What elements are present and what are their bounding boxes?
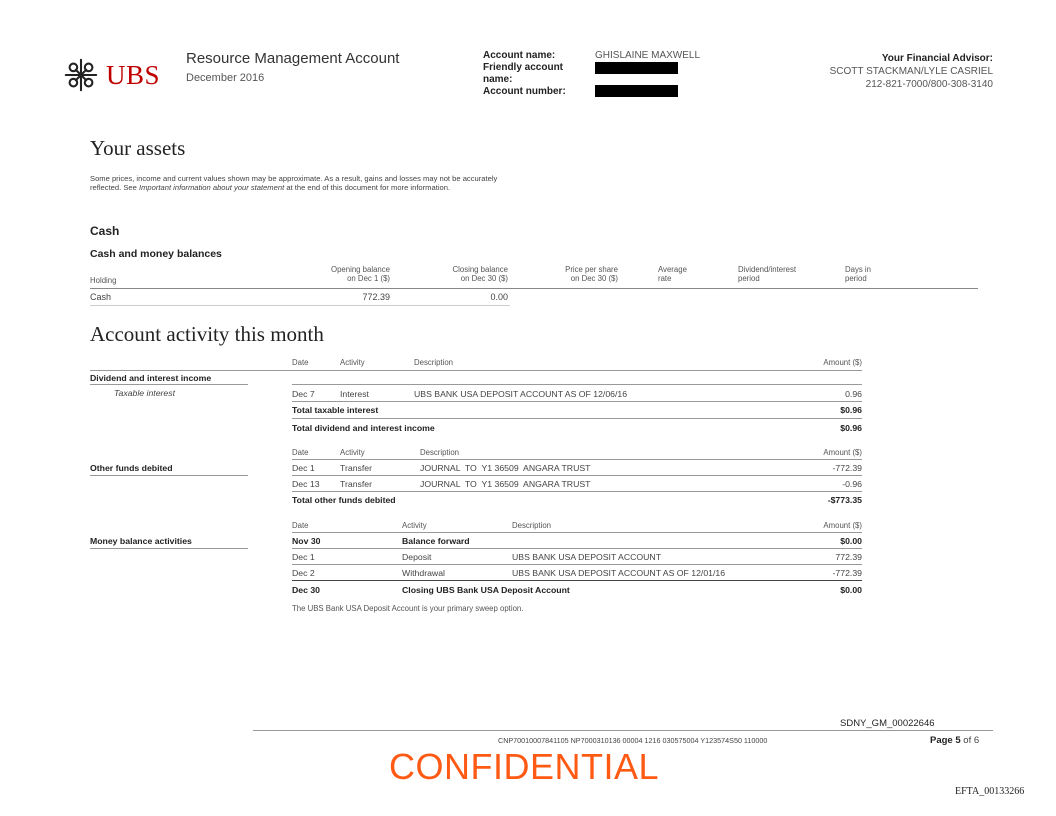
table-divider xyxy=(292,459,862,460)
total-taxable-amount: $0.96 xyxy=(840,405,862,415)
row-description: JOURNAL TO Y1 36509 ANGARA TRUST xyxy=(420,463,591,473)
page-number: 5 xyxy=(955,735,961,746)
activity-title: Account activity this month xyxy=(90,322,324,346)
col-opening-line2: on Dec 1 ($) xyxy=(347,274,390,283)
row-activity: Balance forward xyxy=(402,536,470,546)
total-other-funds-label: Total other funds debited xyxy=(292,495,396,505)
redaction-box xyxy=(595,62,678,74)
row-date: Dec 2 xyxy=(292,568,315,578)
col-average-line1: Average xyxy=(658,265,687,274)
col-days-line1: Days in xyxy=(845,265,871,274)
brand-name: UBS xyxy=(106,59,161,90)
table-divider xyxy=(90,370,862,371)
account-name-label: Account name: xyxy=(483,50,556,61)
col-description: Description xyxy=(414,358,453,367)
row-divider xyxy=(292,548,862,549)
col-activity: Activity xyxy=(340,358,365,367)
total-other-funds-amount: -$773.35 xyxy=(827,495,862,505)
col-description: Description xyxy=(512,521,551,530)
row-description: UBS BANK USA DEPOSIT ACCOUNT xyxy=(512,552,662,562)
row-divider xyxy=(90,305,510,306)
col-opening xyxy=(300,265,390,283)
cash-subheading: Cash and money balances xyxy=(90,248,222,260)
col-closing-line2: on Dec 30 ($) xyxy=(460,274,508,283)
col-closing-line1: Closing balance xyxy=(452,265,508,274)
row-amount: -772.39 xyxy=(832,463,862,473)
account-number-label: Account number: xyxy=(483,86,566,97)
row-amount: 0.96 xyxy=(845,389,862,399)
efta-number: EFTA_00133266 xyxy=(955,786,1025,797)
col-average xyxy=(658,265,687,283)
disclaimer-text: Some prices, income and current values shown may be approximate. As a result, gains and losses may not be accurately reflected. See xyxy=(90,174,498,192)
row-divider xyxy=(292,491,862,492)
col-date: Date xyxy=(292,358,309,367)
total-taxable-label: Total taxable interest xyxy=(292,405,379,415)
ubs-logo xyxy=(62,56,160,94)
col-price-line1: Price per share xyxy=(565,265,618,274)
dividend-section-label: Dividend and interest income xyxy=(90,373,212,383)
statement-codes: CNP70010007841105 NP7000310136 00004 1216 030575004 Y123574S50 110000 xyxy=(498,736,768,745)
cash-row-holding: Cash xyxy=(90,292,112,302)
advisor-phone: 212-821-7000/800-308-3140 xyxy=(865,79,993,90)
col-closing xyxy=(418,265,508,283)
row-amount: -772.39 xyxy=(832,568,862,578)
confidential-stamp: CONFIDENTIAL xyxy=(389,746,660,787)
row-divider xyxy=(292,418,862,419)
row-date: Dec 1 xyxy=(292,552,315,562)
row-amount: $0.00 xyxy=(840,536,862,546)
row-amount: -0.96 xyxy=(842,479,862,489)
col-opening-line1: Opening balance xyxy=(331,265,390,274)
row-divider xyxy=(292,564,862,565)
row-activity: Withdrawal xyxy=(402,568,445,578)
row-amount: 772.39 xyxy=(835,552,862,562)
col-dividend-line1: Dividend/interest xyxy=(738,265,797,274)
row-description: UBS BANK USA DEPOSIT ACCOUNT AS OF 12/06/16 xyxy=(414,389,628,399)
row-activity: Transfer xyxy=(340,479,373,489)
col-dividend xyxy=(738,265,796,283)
page-label: Page xyxy=(930,735,953,746)
row-description: JOURNAL TO Y1 36509 ANGARA TRUST xyxy=(420,479,591,489)
col-dividend-line2: period xyxy=(738,274,760,283)
account-name-value: GHISLAINE MAXWELL xyxy=(595,50,701,61)
col-holding: Holding xyxy=(90,276,117,285)
row-divider xyxy=(292,475,862,476)
advisor-names: SCOTT STACKMAN/LYLE CASRIEL xyxy=(829,66,993,77)
table-divider xyxy=(292,532,862,533)
sweep-note: The UBS Bank USA Deposit Account is your primary sweep option. xyxy=(292,604,524,613)
other-funds-section-label: Other funds debited xyxy=(90,463,173,473)
col-price-line2: on Dec 30 ($) xyxy=(570,274,618,283)
bates-number: SDNY_GM_00022646 xyxy=(840,718,935,729)
row-date: Dec 30 xyxy=(292,585,321,595)
row-date: Dec 1 xyxy=(292,463,315,473)
section-underline xyxy=(90,548,248,549)
page-indicator xyxy=(930,735,979,746)
col-date: Date xyxy=(292,448,309,457)
row-divider xyxy=(292,580,862,581)
section-underline xyxy=(90,475,248,476)
row-activity: Transfer xyxy=(340,463,373,473)
row-activity: Interest xyxy=(340,389,369,399)
total-dividend-label: Total dividend and interest income xyxy=(292,423,435,433)
col-activity: Activity xyxy=(402,521,427,530)
col-activity: Activity xyxy=(340,448,365,457)
disclaimer-text: at the end of this document for more information. xyxy=(286,183,451,192)
redaction-box xyxy=(595,85,678,97)
col-days-line2: period xyxy=(845,274,867,283)
table-divider xyxy=(90,288,978,289)
taxable-interest-label: Taxable interest xyxy=(114,388,176,398)
total-dividend-amount: $0.96 xyxy=(840,423,862,433)
col-amount: Amount ($) xyxy=(823,448,862,457)
row-date: Dec 13 xyxy=(292,479,320,489)
assets-disclaimer xyxy=(90,174,510,192)
statement-period: December 2016 xyxy=(186,72,265,84)
row-description: UBS BANK USA DEPOSIT ACCOUNT AS OF 12/01/16 xyxy=(512,568,726,578)
money-balance-section-label: Money balance activities xyxy=(90,536,192,546)
disclaimer-reference: Important information about your statement xyxy=(138,183,285,192)
row-divider xyxy=(292,401,862,402)
col-average-line2: rate xyxy=(658,274,672,283)
section-underline xyxy=(90,384,248,385)
col-amount: Amount ($) xyxy=(823,358,862,367)
statement-title: Resource Management Account xyxy=(186,50,400,67)
row-date: Nov 30 xyxy=(292,536,321,546)
cash-row-opening: 772.39 xyxy=(362,292,390,302)
assets-title: Your assets xyxy=(90,136,186,160)
row-amount: $0.00 xyxy=(840,585,862,595)
advisor-heading: Your Financial Advisor: xyxy=(881,53,993,64)
col-days xyxy=(845,265,871,283)
col-amount: Amount ($) xyxy=(823,521,862,530)
account-info xyxy=(483,50,700,98)
row-date: Dec 7 xyxy=(292,389,315,399)
row-activity: Closing UBS Bank USA Deposit Account xyxy=(402,585,570,595)
cash-row-closing: 0.00 xyxy=(490,292,508,302)
financial-advisor xyxy=(830,52,993,91)
friendly-name-label: Friendly account name: xyxy=(483,62,564,85)
row-activity: Deposit xyxy=(402,552,432,562)
footer-divider xyxy=(253,730,993,731)
ubs-keys-icon xyxy=(62,56,100,94)
col-date: Date xyxy=(292,521,309,530)
page-total: of 6 xyxy=(963,735,980,746)
table-divider xyxy=(292,384,862,385)
col-description: Description xyxy=(420,448,459,457)
cash-heading: Cash xyxy=(90,224,120,238)
col-price xyxy=(528,265,618,283)
